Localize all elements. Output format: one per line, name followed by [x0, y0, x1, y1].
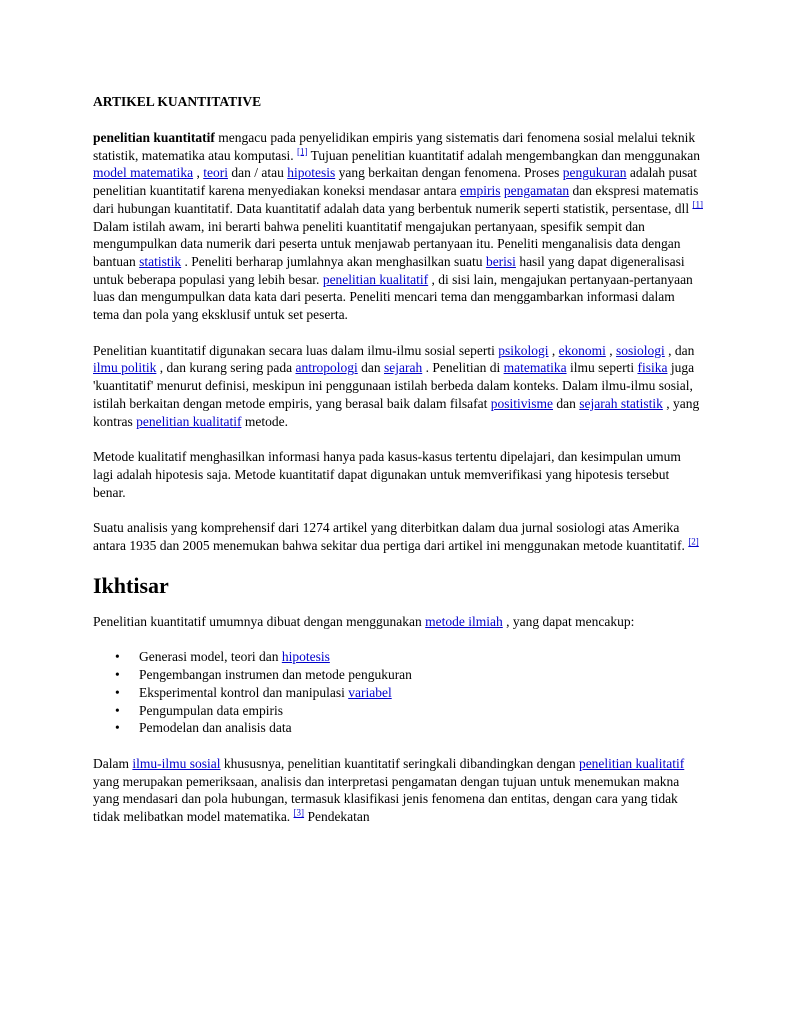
citation-link[interactable]: [2]	[688, 536, 699, 547]
text: metode.	[241, 413, 288, 429]
link-sejarah-statistik[interactable]: sejarah statistik	[579, 395, 663, 411]
text: dan	[553, 395, 580, 411]
text: Generasi model, teori dan	[139, 649, 282, 665]
social-science-paragraph	[93, 755, 703, 826]
citation-ref	[297, 146, 308, 156]
text: khususnya, penelitian kuantitatif seringkali dibandingkan dengan	[220, 755, 579, 771]
overview-paragraph	[93, 613, 703, 631]
link-pengamatan[interactable]: pengamatan	[503, 183, 570, 199]
text: , yang kontras	[93, 395, 700, 429]
text: , yang dapat mencakup:	[502, 613, 635, 629]
link-ilmu-ilmu-sosial[interactable]: ilmu-ilmu sosial	[132, 755, 221, 771]
usage-paragraph	[93, 342, 703, 431]
link-ilmu-politik[interactable]: ilmu politik	[93, 360, 157, 376]
link-metode-ilmiah[interactable]: metode ilmiah	[425, 613, 503, 629]
citation-link[interactable]: [1]	[296, 146, 308, 157]
text: , dan kurang sering pada	[156, 360, 296, 376]
text: Penelitian kuantitatif digunakan secara luas dalam ilmu-ilmu sosial seperti	[93, 342, 499, 358]
link-sejarah[interactable]: sejarah	[383, 360, 423, 376]
link-teori[interactable]: teori	[203, 165, 228, 181]
text: yang merupakan pemeriksaan, analisis dan interpretasi pengamatan dengan tujuan untuk menemukan makna yang mendasari dan pola hubungan, termasuk klasifikasi jenis fenomena dan entitas, dengan cara yang tidak tidak melibatkan model matematika.	[93, 773, 680, 825]
link-matematika[interactable]: matematika	[503, 360, 567, 376]
text: , dan	[664, 342, 695, 358]
list-item	[139, 648, 703, 666]
text: ilmu seperti	[566, 360, 638, 376]
citation-ref	[294, 808, 305, 818]
bold-term: penelitian kuantitatif	[93, 130, 215, 145]
text: Tujuan penelitian kuantitatif adalah mengembangkan dan menggunakan	[307, 147, 700, 163]
citation-link[interactable]: [3]	[293, 807, 305, 818]
citation-ref	[688, 537, 699, 547]
text: . Peneliti berharap jumlahnya akan menghasilkan suatu	[181, 253, 486, 269]
text: ,	[548, 342, 559, 358]
link-penelitian-kualitatif[interactable]: penelitian kualitatif	[136, 413, 242, 429]
text: Eksperimental kontrol dan manipulasi	[139, 684, 349, 700]
link-antropologi[interactable]: antropologi	[295, 360, 358, 376]
text: Pendekatan	[304, 809, 370, 825]
link-hipotesis[interactable]: hipotesis	[281, 649, 330, 665]
bullet-list	[93, 648, 703, 737]
text: ,	[605, 342, 617, 358]
text: , di sisi lain, mengajukan pertanyaan-pertanyaan luas dan mengumpulkan data kata dari peserta. Peneliti mencari tema dan menggambarkan informasi dalam tema dan pola yang eksklusif untuk set peserta.	[93, 271, 693, 323]
link-positivisme[interactable]: positivisme	[490, 395, 554, 411]
analysis-paragraph	[93, 519, 703, 554]
intro-paragraph	[93, 129, 703, 324]
citation-ref	[692, 199, 703, 209]
link-berisi[interactable]: berisi	[485, 253, 516, 269]
text: mengacu pada penyelidikan empiris yang sistematis dari fenomena sosial melalui teknik statistik, matematika atau komputasi.	[93, 130, 696, 163]
text: juga 'kuantitatif' menurut definisi, meskipun ini penggunaan istilah berbeda dalam konteks. Dalam ilmu-ilmu sosial, istilah berkaitan dengan metode empiris, yang berasal baik dalam filsafat	[93, 360, 695, 411]
list-item: • Pengembangan instrumen dan metode pengukuran	[139, 666, 703, 684]
link-empiris[interactable]: empiris	[459, 183, 501, 199]
text: Dalam	[93, 755, 133, 771]
list-item: • Pengumpulan data empiris	[139, 702, 703, 720]
link-hipotesis[interactable]: hipotesis	[287, 165, 336, 181]
link-statistik[interactable]: statistik	[139, 253, 182, 269]
link-penelitian-kualitatif[interactable]: penelitian kualitatif	[578, 755, 685, 771]
qualitative-method-paragraph: Metode kualitatif menghasilkan informasi hanya pada kasus-kasus tertentu dipelajari, dan kesimpulan umum lagi adalah hipotesis saja. Metode kuantitatif dapat digunakan untuk memverifikasi yang hipotesis tersebut benar.	[93, 449, 681, 500]
section-heading: Ikhtisar	[93, 572, 169, 598]
link-model-matematika[interactable]: model matematika	[93, 165, 194, 181]
text: Penelitian kuantitatif umumnya dibuat dengan menggunakan	[93, 613, 426, 629]
text: hasil yang dapat digeneralisasi untuk beberapa populasi yang lebih besar.	[93, 253, 685, 287]
text: dan	[357, 360, 384, 376]
link-ekonomi[interactable]: ekonomi	[558, 342, 606, 358]
text: yang berkaitan dengan fenomena. Proses	[335, 165, 563, 181]
list-item	[139, 684, 703, 702]
link-variabel[interactable]: variabel	[348, 684, 392, 700]
list-item: • Pemodelan dan analisis data	[139, 719, 703, 737]
text: ,	[193, 165, 204, 181]
text: Dalam istilah awam, ini berarti bahwa peneliti kuantitatif mengajukan pertanyaan, spesifik sempit dan mengumpulkan data numerik dari peserta untuk menjawab pertanyaan itu. Peneliti menganalisis data dengan bantuan	[93, 218, 681, 269]
link-sosiologi[interactable]: sosiologi	[616, 342, 665, 358]
page-title: ARTIKEL KUANTITATIVE	[93, 94, 262, 109]
text: adalah pusat penelitian kuantitatif karena menyediakan koneksi mendasar antara	[93, 165, 697, 199]
text: dan / atau	[227, 165, 288, 181]
link-pengukuran[interactable]: pengukuran	[562, 165, 627, 181]
link-penelitian-kualitatif[interactable]: penelitian kualitatif	[322, 271, 429, 287]
text: . Penelitian di	[422, 360, 504, 376]
link-psikologi[interactable]: psikologi	[498, 342, 549, 358]
text: dan ekspresi matematis dari hubungan kuantitatif. Data kuantitatif adalah data yang berbentuk numerik seperti statistik, persentase, dll	[93, 183, 699, 216]
link-fisika[interactable]: fisika	[637, 360, 668, 376]
text: Suatu analisis yang komprehensif dari 1274 artikel yang diterbitkan dalam dua jurnal sosiologi atas Amerika antara 1935 dan 2005 menemukan bahwa sekitar dua pertiga dari artikel ini menggunakan metode kuantitatif.	[93, 520, 689, 554]
document-page	[93, 93, 703, 844]
citation-link[interactable]: [1]	[692, 199, 703, 210]
